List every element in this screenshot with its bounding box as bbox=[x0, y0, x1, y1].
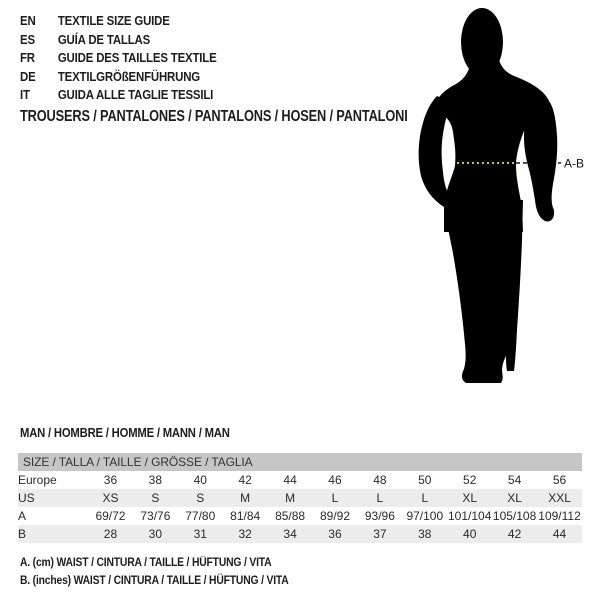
table-cell: 93/96 bbox=[364, 509, 395, 523]
table-cell: 40 bbox=[463, 527, 477, 541]
table-cell: 85/88 bbox=[275, 509, 306, 523]
table-cell: 50 bbox=[418, 473, 432, 487]
lang-code: DE bbox=[20, 68, 36, 84]
size-table-header-row bbox=[18, 453, 582, 471]
table-cell: 52 bbox=[463, 473, 477, 487]
lang-label: TEXTILGRÖßENFÜHRUNG bbox=[57, 68, 201, 84]
table-cell: L bbox=[421, 491, 429, 505]
row-label: A bbox=[18, 509, 27, 523]
table-cell: 30 bbox=[148, 527, 163, 541]
language-title-list bbox=[20, 12, 217, 105]
table-cell: S bbox=[151, 491, 160, 505]
table-cell: 56 bbox=[552, 473, 567, 487]
table-cell: 109/112 bbox=[538, 509, 581, 523]
table-row-a-cm bbox=[18, 507, 582, 525]
lang-label: GUIDE DES TAILLES TEXTILE bbox=[57, 50, 217, 65]
table-row-us bbox=[18, 489, 582, 507]
table-cell: L bbox=[331, 491, 339, 505]
measure-label-ab: A-B bbox=[564, 156, 585, 171]
footnote-a: A. (cm) WAIST / CINTURA / TAILLE / HÜFTUNG / VITA bbox=[20, 557, 272, 569]
table-row-b-inches bbox=[18, 525, 582, 543]
table-cell: L bbox=[376, 491, 384, 505]
lang-code: FR bbox=[20, 50, 35, 65]
footnotes bbox=[20, 554, 289, 590]
row-label: Europe bbox=[18, 473, 57, 487]
table-cell: 44 bbox=[283, 473, 297, 487]
row-label: B bbox=[18, 527, 27, 541]
table-cell: 42 bbox=[238, 473, 252, 487]
silhouette-right-arm bbox=[524, 101, 557, 221]
table-cell: XL bbox=[507, 491, 522, 505]
table-cell: 32 bbox=[238, 527, 252, 541]
section-title-man: MAN / HOMBRE / HOMME / MANN / MAN bbox=[20, 426, 230, 440]
lang-code: ES bbox=[20, 31, 35, 47]
table-cell: 38 bbox=[148, 473, 163, 487]
table-cell: 44 bbox=[552, 527, 567, 541]
table-cell: S bbox=[196, 491, 205, 505]
table-cell: 105/108 bbox=[492, 509, 537, 523]
lang-label: GUIDA ALLE TAGLIE TESSILI bbox=[57, 87, 214, 102]
table-cell: XS bbox=[102, 491, 119, 505]
table-cell: 36 bbox=[103, 473, 118, 487]
lang-code: EN bbox=[20, 13, 36, 28]
table-cell: 34 bbox=[283, 527, 297, 541]
table-cell: 38 bbox=[418, 527, 432, 541]
table-cell: 48 bbox=[373, 473, 387, 487]
footnote-b: B. (inches) WAIST / CINTURA / TAILLE / HÜFTUNG / VITA bbox=[20, 575, 289, 587]
row-label: US bbox=[18, 491, 35, 505]
table-cell: 46 bbox=[328, 473, 342, 487]
size-table-header-label: SIZE / TALLA / TAILLE / GRÖSSE / TAGLIA bbox=[18, 453, 582, 471]
table-cell: 37 bbox=[373, 527, 387, 541]
size-table bbox=[18, 453, 582, 543]
table-cell: M bbox=[285, 491, 296, 505]
lang-code: IT bbox=[20, 87, 30, 102]
table-cell: 73/76 bbox=[140, 509, 171, 523]
table-cell: XXL bbox=[548, 491, 571, 505]
table-cell: 36 bbox=[328, 527, 342, 541]
table-cell: 101/104 bbox=[448, 509, 492, 523]
table-row-europe bbox=[18, 471, 582, 489]
table-cell: 54 bbox=[507, 473, 522, 487]
table-cell: 28 bbox=[103, 527, 118, 541]
garment-heading: TROUSERS / PANTALONES / PANTALONS / HOSEN / PANTALONI bbox=[20, 108, 408, 125]
table-cell: 69/72 bbox=[95, 509, 126, 523]
lang-label: TEXTILE SIZE GUIDE bbox=[57, 13, 170, 28]
silhouette-left-arm bbox=[419, 96, 452, 208]
man-silhouette bbox=[419, 8, 558, 383]
table-cell: 97/100 bbox=[406, 509, 444, 523]
table-cell: M bbox=[240, 491, 251, 505]
table-cell: 40 bbox=[193, 473, 207, 487]
table-cell: 89/92 bbox=[319, 509, 350, 523]
table-cell: 31 bbox=[193, 527, 207, 541]
lang-label: GUÍA DE TALLAS bbox=[57, 31, 151, 47]
silhouette-legs bbox=[444, 200, 523, 383]
table-cell: 81/84 bbox=[230, 509, 261, 523]
table-cell: 77/80 bbox=[185, 509, 216, 523]
table-cell: 42 bbox=[507, 527, 522, 541]
table-cell: XL bbox=[462, 491, 478, 505]
